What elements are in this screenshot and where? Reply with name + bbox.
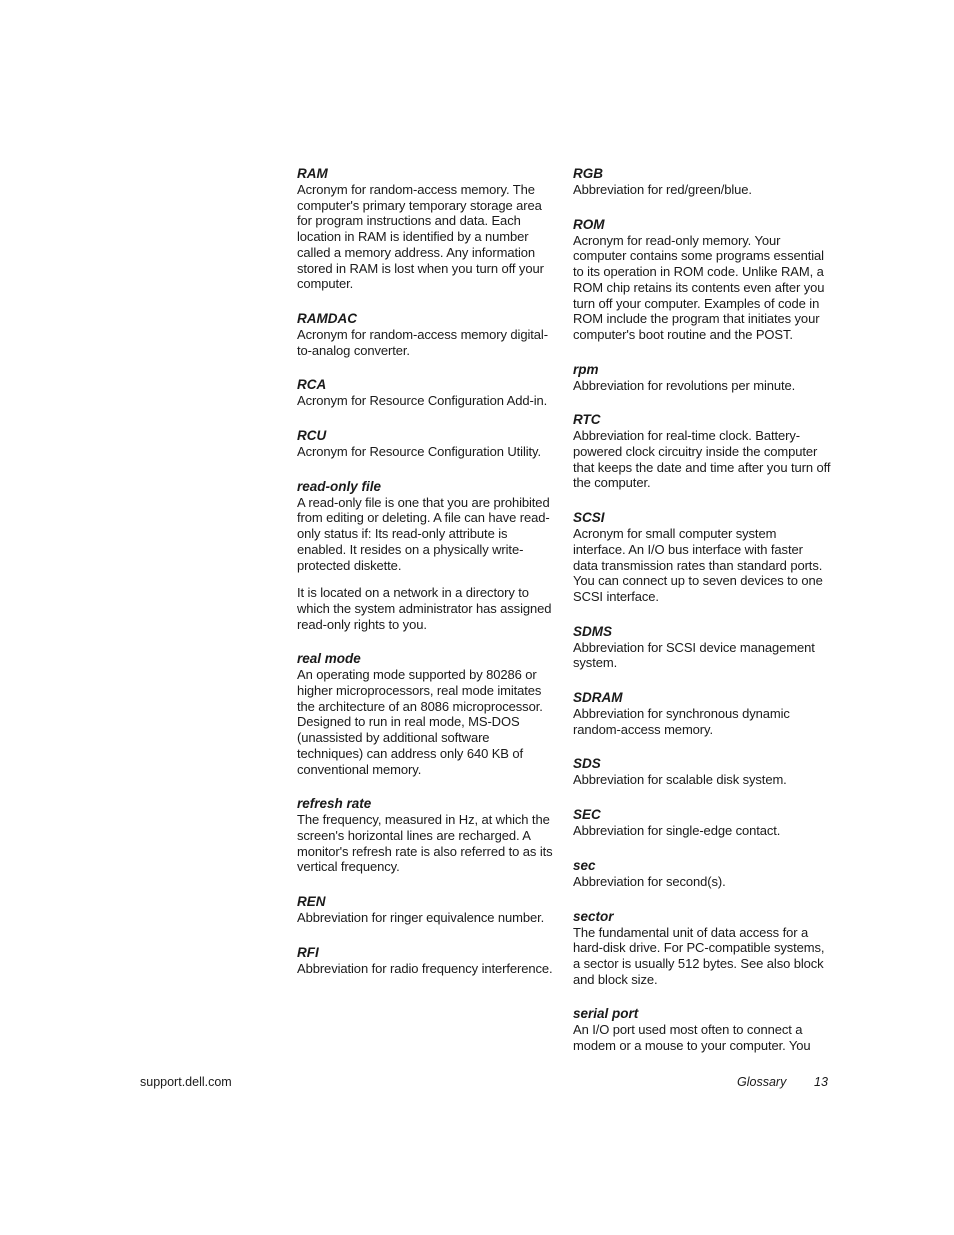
glossary-definition: It is located on a network in a directory to which the system administrator has assigned read-only rights to you. <box>297 585 552 632</box>
glossary-entry <box>573 163 831 198</box>
glossary-definition: Abbreviation for second(s). <box>573 873 726 889</box>
glossary-column-left <box>297 163 555 993</box>
glossary-entry <box>297 308 555 358</box>
glossary-definition: Acronym for random-access memory digital-to-analog converter. <box>297 326 548 358</box>
glossary-definition: Acronym for Resource Configuration Add-in. <box>297 393 548 409</box>
glossary-entry <box>573 409 831 491</box>
glossary-definition: Acronym for small computer system interface. An I/O bus interface with faster data transmission rates than standard ports. You can connect up to seven devices to one SCSI interface. <box>573 526 823 604</box>
glossary-definition: Abbreviation for SCSI device management system. <box>573 639 815 671</box>
glossary-definition: Acronym for random-access memory. The computer's primary temporary storage area for program instructions and data. Each location in RAM is identified by a number called a memory address. Any information stored in RAM is lost when you turn off your computer. <box>297 182 544 292</box>
footer-section-title: Glossary <box>737 1075 787 1089</box>
glossary-column-right <box>573 163 831 1070</box>
glossary-definition: Abbreviation for real-time clock. Battery-powered clock circuitry inside the computer that keeps the date and time after you turn off the computer. <box>573 428 831 491</box>
glossary-term: real mode <box>297 651 361 667</box>
glossary-definition: The frequency, measured in Hz, at which the screen's horizontal lines are recharged. A monitor's refresh rate is also referred to as its vertical frequency. <box>297 812 553 875</box>
glossary-term: sec <box>573 857 596 873</box>
glossary-term: REN <box>297 894 326 910</box>
glossary-definition: Abbreviation for single-edge contact. <box>573 823 781 839</box>
glossary-entry <box>297 476 555 633</box>
glossary-entry <box>573 906 831 988</box>
glossary-term: RGB <box>573 166 603 181</box>
glossary-term: SDMS <box>573 623 613 639</box>
glossary-entry <box>297 374 555 409</box>
glossary-term: RAM <box>297 166 328 181</box>
glossary-term: refresh rate <box>297 796 372 812</box>
glossary-term: RFI <box>297 944 319 960</box>
glossary-definition: A read-only file is one that you are prohibited from editing or deleting. A file can have read-only status if: Its read-only attribute is enabled. It resides on a physically write-protected diskette. <box>297 494 550 573</box>
glossary-term: SEC <box>573 807 601 823</box>
glossary-definition: Abbreviation for revolutions per minute. <box>573 377 796 393</box>
glossary-entry <box>573 687 831 737</box>
glossary-term: SDS <box>573 756 601 772</box>
glossary-definition: The fundamental unit of data access for a hard-disk drive. For PC-compatible systems, a sector is usually 512 bytes. See also block and block size. <box>573 924 825 987</box>
glossary-definition: Abbreviation for synchronous dynamic random-access memory. <box>573 706 790 737</box>
glossary-term: serial port <box>573 1006 639 1022</box>
glossary-term: sector <box>573 908 614 924</box>
glossary-definition: Abbreviation for scalable disk system. <box>573 772 787 788</box>
glossary-definition: An operating mode supported by 80286 or higher microprocessors, real mode imitates the architecture of an 8086 microprocessor. Designed to run in real mode, MS-DOS (unassisted by additional software techniques) can address only 640 KB of conventional memory. <box>297 667 543 777</box>
glossary-definition: Acronym for read-only memory. Your computer contains some programs essential to its operation in ROM code. Unlike RAM, a ROM chip retains its contents even after you turn off your computer. Examples of code in ROM include the program that initiates your computer's boot routine and the POST. <box>573 232 825 342</box>
glossary-entry <box>573 359 831 394</box>
glossary-entry <box>573 1003 831 1053</box>
glossary-entry <box>297 648 555 777</box>
glossary-entry <box>297 891 555 926</box>
glossary-entry <box>573 855 831 890</box>
glossary-term: RAMDAC <box>297 310 357 326</box>
glossary-entry <box>573 507 831 605</box>
glossary-definition: Abbreviation for red/green/blue. <box>573 182 752 197</box>
glossary-term: ROM <box>573 216 605 232</box>
glossary-term: read-only file <box>297 478 382 494</box>
glossary-term: RCA <box>297 377 327 393</box>
glossary-entry <box>573 804 831 839</box>
glossary-entry <box>297 793 555 875</box>
glossary-entry <box>297 942 555 977</box>
glossary-term: SDRAM <box>573 690 623 706</box>
footer-page-number: 13 <box>814 1075 828 1089</box>
glossary-term: rpm <box>573 361 599 377</box>
footer-url: support.dell.com <box>140 1075 232 1089</box>
glossary-term: RTC <box>573 412 601 428</box>
glossary-definition: Abbreviation for radio frequency interference. <box>297 960 553 976</box>
glossary-definition: Abbreviation for ringer equivalence number. <box>297 910 545 926</box>
glossary-definition: Acronym for Resource Configuration Utility. <box>297 444 541 460</box>
glossary-entry <box>297 425 555 460</box>
glossary-entry <box>573 753 831 788</box>
glossary-definition: An I/O port used most often to connect a modem or a mouse to your computer. You <box>573 1022 811 1054</box>
glossary-entry <box>297 163 555 292</box>
glossary-term: RCU <box>297 428 327 444</box>
glossary-entry <box>573 621 831 671</box>
glossary-term: SCSI <box>573 510 605 526</box>
glossary-entry <box>573 214 831 343</box>
